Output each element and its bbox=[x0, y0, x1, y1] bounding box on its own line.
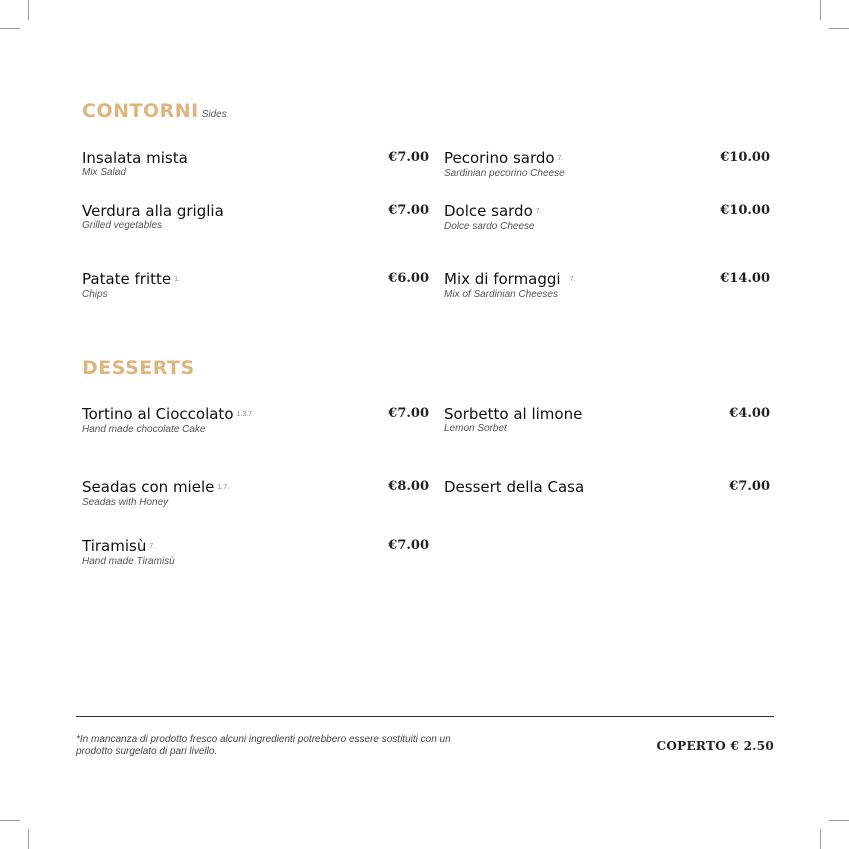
item-price: €7.00 bbox=[388, 203, 429, 218]
crop-mark-bottom-right-h bbox=[829, 820, 849, 821]
item-allergen: 7. bbox=[569, 275, 576, 283]
item-price: €10.00 bbox=[720, 203, 770, 218]
item-name: Verdura alla griglia bbox=[82, 202, 224, 220]
item-price: €7.00 bbox=[388, 150, 429, 165]
item-name-row bbox=[444, 202, 542, 221]
item-name-row bbox=[82, 202, 224, 220]
item-price: €7.00 bbox=[388, 538, 429, 553]
item-allergen: 1.7. bbox=[217, 483, 230, 491]
item-price: €6.00 bbox=[388, 271, 429, 286]
cover-charge: COPERTO € 2.50 bbox=[656, 739, 774, 753]
item-description: Grilled vegetables bbox=[82, 220, 163, 231]
crop-mark-top-left-v bbox=[28, 0, 29, 20]
item-name-row bbox=[444, 405, 582, 423]
item-name: Pecorino sardo bbox=[444, 149, 555, 167]
item-allergen: 1. bbox=[174, 275, 180, 283]
item-name: Patate fritte bbox=[82, 270, 172, 288]
menu-item bbox=[82, 405, 254, 436]
item-name-row bbox=[82, 270, 180, 289]
item-allergen: 7. bbox=[557, 154, 564, 162]
item-name-row bbox=[444, 478, 584, 496]
menu-item bbox=[82, 270, 180, 301]
section-title-text: DESSERTS bbox=[82, 357, 195, 379]
item-description: Lemon Sorbet bbox=[444, 423, 507, 434]
item-name: Insalata mista bbox=[82, 149, 188, 167]
menu-item bbox=[444, 405, 582, 435]
item-allergen: 7. bbox=[149, 542, 156, 550]
item-allergen: 1.3.7. bbox=[236, 410, 255, 418]
item-description: Hand made chocolate Cake bbox=[82, 423, 206, 435]
item-name: Tortino al Cioccolato bbox=[82, 405, 234, 423]
item-description: Mix of Sardinian Cheeses bbox=[444, 288, 558, 300]
menu-item bbox=[82, 478, 229, 509]
menu-item bbox=[82, 149, 188, 179]
item-name-row bbox=[82, 149, 188, 167]
section-title-desserts bbox=[82, 357, 195, 379]
item-name-row bbox=[82, 405, 254, 424]
menu-item bbox=[82, 537, 175, 568]
item-name-row bbox=[82, 478, 229, 497]
item-name: Sorbetto al limone bbox=[444, 405, 583, 423]
item-price: €10.00 bbox=[720, 150, 770, 165]
item-price: €4.00 bbox=[729, 406, 770, 421]
item-name: Mix di formaggi bbox=[444, 270, 561, 288]
item-description: Dolce sardo Cheese bbox=[444, 220, 535, 232]
item-name: Dessert della Casa bbox=[444, 478, 585, 496]
menu-item bbox=[444, 478, 584, 496]
item-description: Mix Salad bbox=[82, 167, 126, 178]
item-price: €7.00 bbox=[388, 406, 429, 421]
item-name-row bbox=[444, 149, 565, 168]
item-description: Chips bbox=[82, 288, 108, 300]
menu-item bbox=[444, 202, 542, 233]
item-description: Seadas with Honey bbox=[82, 496, 169, 508]
item-description: Hand made Tiramisù bbox=[82, 555, 175, 567]
crop-mark-top-right-h bbox=[829, 28, 849, 29]
section-subtitle: Sides bbox=[201, 109, 227, 120]
footer-divider bbox=[76, 716, 774, 717]
footnote: *In mancanza di prodotto fresco alcuni ingredienti potrebbero essere sostituiti con un prodotto surgelato di pari livello. bbox=[76, 734, 451, 757]
menu-item bbox=[82, 202, 224, 232]
item-price: €14.00 bbox=[720, 271, 770, 286]
item-name: Tiramisù bbox=[82, 537, 147, 555]
item-name: Seadas con miele bbox=[82, 478, 215, 496]
section-title-contorni bbox=[82, 100, 227, 122]
crop-mark-top-left-h bbox=[0, 28, 20, 29]
item-price: €7.00 bbox=[729, 479, 770, 494]
menu-item bbox=[444, 149, 565, 180]
section-title-text: CONTORNI bbox=[82, 100, 199, 122]
crop-mark-bottom-left-v bbox=[28, 829, 29, 849]
item-allergen: 7. bbox=[535, 207, 542, 215]
item-price: €8.00 bbox=[388, 479, 429, 494]
crop-mark-bottom-right-v bbox=[820, 829, 821, 849]
item-name-row bbox=[82, 537, 175, 556]
item-name: Dolce sardo bbox=[444, 202, 533, 220]
crop-mark-top-right-v bbox=[820, 0, 821, 20]
item-name-row bbox=[444, 270, 575, 289]
item-description: Sardinian pecorino Cheese bbox=[444, 167, 565, 179]
crop-mark-bottom-left-h bbox=[0, 820, 20, 821]
menu-item bbox=[444, 270, 575, 301]
